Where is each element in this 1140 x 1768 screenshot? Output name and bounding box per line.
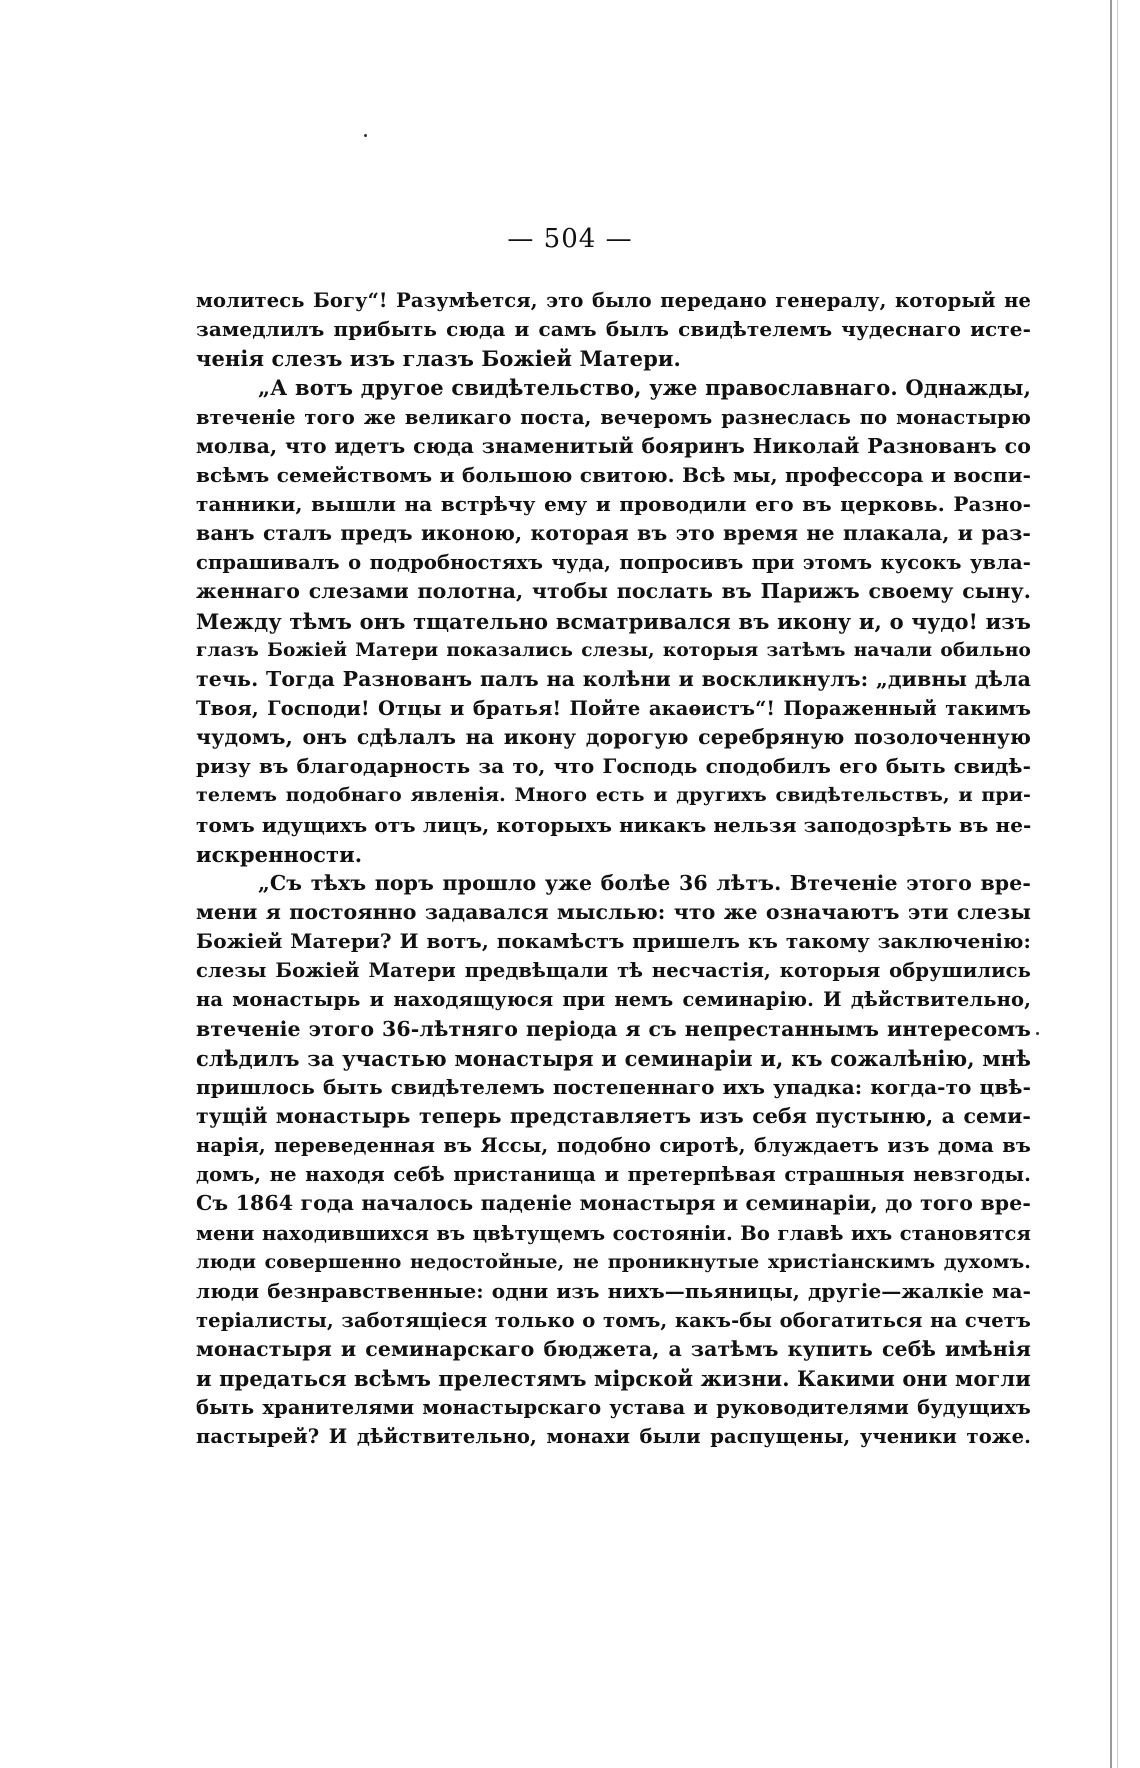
text-line: „А вотъ другое свидѣтельство, уже православнаго. Однажды, <box>258 375 1031 401</box>
text-line: замедлилъ прибыть сюда и самъ былъ свидѣтелемъ чудеснаго исте- <box>196 317 1031 342</box>
text-line: на монастырь и находящуюся при немъ семинарію. И дѣйствительно, <box>196 988 1031 1012</box>
text-line: нарія, переведенная въ Яссы, подобно сиротѣ, блуждаетъ изъ дома въ <box>196 1134 1031 1158</box>
scan-speck <box>364 134 367 137</box>
text-line: пришлось быть свидѣтелемъ постепеннаго ихъ упадка: когда-то цвѣ- <box>196 1074 1031 1099</box>
text-line: чудомъ, онъ сдѣлалъ на икону дорогую серебряную позолоченную <box>196 725 1031 750</box>
text-line: слѣдилъ за участью монастыря и семинаріи и, къ сожалѣнію, мнѣ <box>196 1045 1031 1071</box>
text-line: люди безнравственные: одни изъ нихъ—пьяницы, другіе—жалкіе ма- <box>196 1278 1031 1303</box>
text-line: Твоя, Господи! Отцы и братья! Пойте акаѳистъ“! Пораженный такимъ <box>196 696 1031 720</box>
text-line: Божіей Матери? И вотъ, покамѣстъ пришелъ къ такому заключенію: <box>196 929 1031 954</box>
text-line: ризу въ благодарность за то, что Господь сподобилъ его быть свидѣ- <box>196 754 1031 779</box>
text-line: молва, что идетъ сюда знаменитый бояринъ Николай Разнованъ со <box>196 433 1031 458</box>
scan-speck <box>1036 1032 1039 1035</box>
text-line: мени я постоянно задавался мыслью: что же означаютъ эти слезы <box>196 899 1031 924</box>
text-line: мени находившихся въ цвѣтущемъ состояніи. Во главѣ ихъ становятся <box>196 1221 1031 1245</box>
text-line: томъ идущихъ отъ лицъ, которыхъ никакъ нельзя заподозрѣть въ не- <box>196 812 1032 837</box>
text-line: втеченіе того же великаго поста, вечеромъ разнеслась по монастырю <box>196 405 1031 429</box>
text-line: молитесь Богу“! Разумѣется, это было передано генералу, который не <box>196 289 1031 312</box>
text-line: „Съ тѣхъ поръ прошло уже болѣе 36 лѣтъ. Втеченіе этого вре- <box>258 870 1031 895</box>
text-line: монастыря и семинарскаго бюджета, а затѣмъ купить себѣ имѣнія <box>196 1337 1031 1362</box>
text-line: телемъ подобнаго явленія. Много есть и другихъ свидѣтельствъ, и при- <box>196 784 1031 807</box>
text-line: слезы Божіей Матери предвѣщали тѣ несчастія, которыя обрушились <box>196 959 1031 983</box>
text-line: Съ 1864 года началось паденіе монастыря и семинаріи, до того вре- <box>196 1191 1031 1216</box>
text-line: домъ, не находя себѣ пристанища и претерпѣвая страшныя невзгоды. <box>196 1163 1031 1187</box>
text-line: втеченіе этого 36-лѣтняго періода я съ непрестаннымъ интересомъ <box>196 1016 1031 1041</box>
page-edge-shadow <box>1110 0 1112 1768</box>
text-line: глазъ Божіей Матери показались слезы, которыя затѣмъ начали обильно <box>196 639 1031 661</box>
body-text <box>196 286 1031 1452</box>
text-line: ванъ сталъ предъ иконою, которая въ это время не плакала, и раз- <box>196 521 1031 546</box>
text-line: люди совершенно недостойные, не проникнутые христіанскимъ духомъ. <box>196 1250 1031 1273</box>
text-line: ченія слезъ изъ глазъ Божіей Матери. <box>196 346 681 372</box>
text-line: Между тѣмъ онъ тщательно всматривался въ икону и, о чудо! изъ <box>196 608 1031 634</box>
text-line: танники, вышли на встрѣчу ему и проводили его въ церковь. Разно- <box>196 491 1031 516</box>
page-edge-line <box>1117 0 1118 1768</box>
page-number: — 504 — <box>507 224 633 254</box>
text-line: пастырей? И дѣйствительно, монахи были распущены, ученики тоже. <box>196 1425 1031 1449</box>
text-line: теріалисты, заботящіеся только о томъ, какъ-бы обогатиться на счетъ <box>196 1308 1031 1332</box>
text-line: тущій монастырь теперь представляетъ изъ себя пустыню, а семи- <box>196 1103 1031 1128</box>
text-line: спрашивалъ о подробностяхъ чуда, попросивъ при этомъ кусокъ увла- <box>196 551 1031 575</box>
text-line: быть хранителями монастырскаго устава и руководителями будущихъ <box>196 1396 1031 1420</box>
text-line: искренности. <box>196 841 363 867</box>
text-line: всѣмъ семействомъ и большою свитою. Всѣ мы, профессора и воспи- <box>196 462 1031 487</box>
text-line: и предаться всѣмъ прелестямъ мірской жизни. Какими они могли <box>196 1366 1031 1392</box>
text-line: женнаго слезами полотна, чтобы послать въ Парижъ своему сыну. <box>196 579 1031 604</box>
text-line: течь. Тогда Разнованъ палъ на колѣни и воскликнулъ: „дивны дѣла <box>196 666 1031 691</box>
